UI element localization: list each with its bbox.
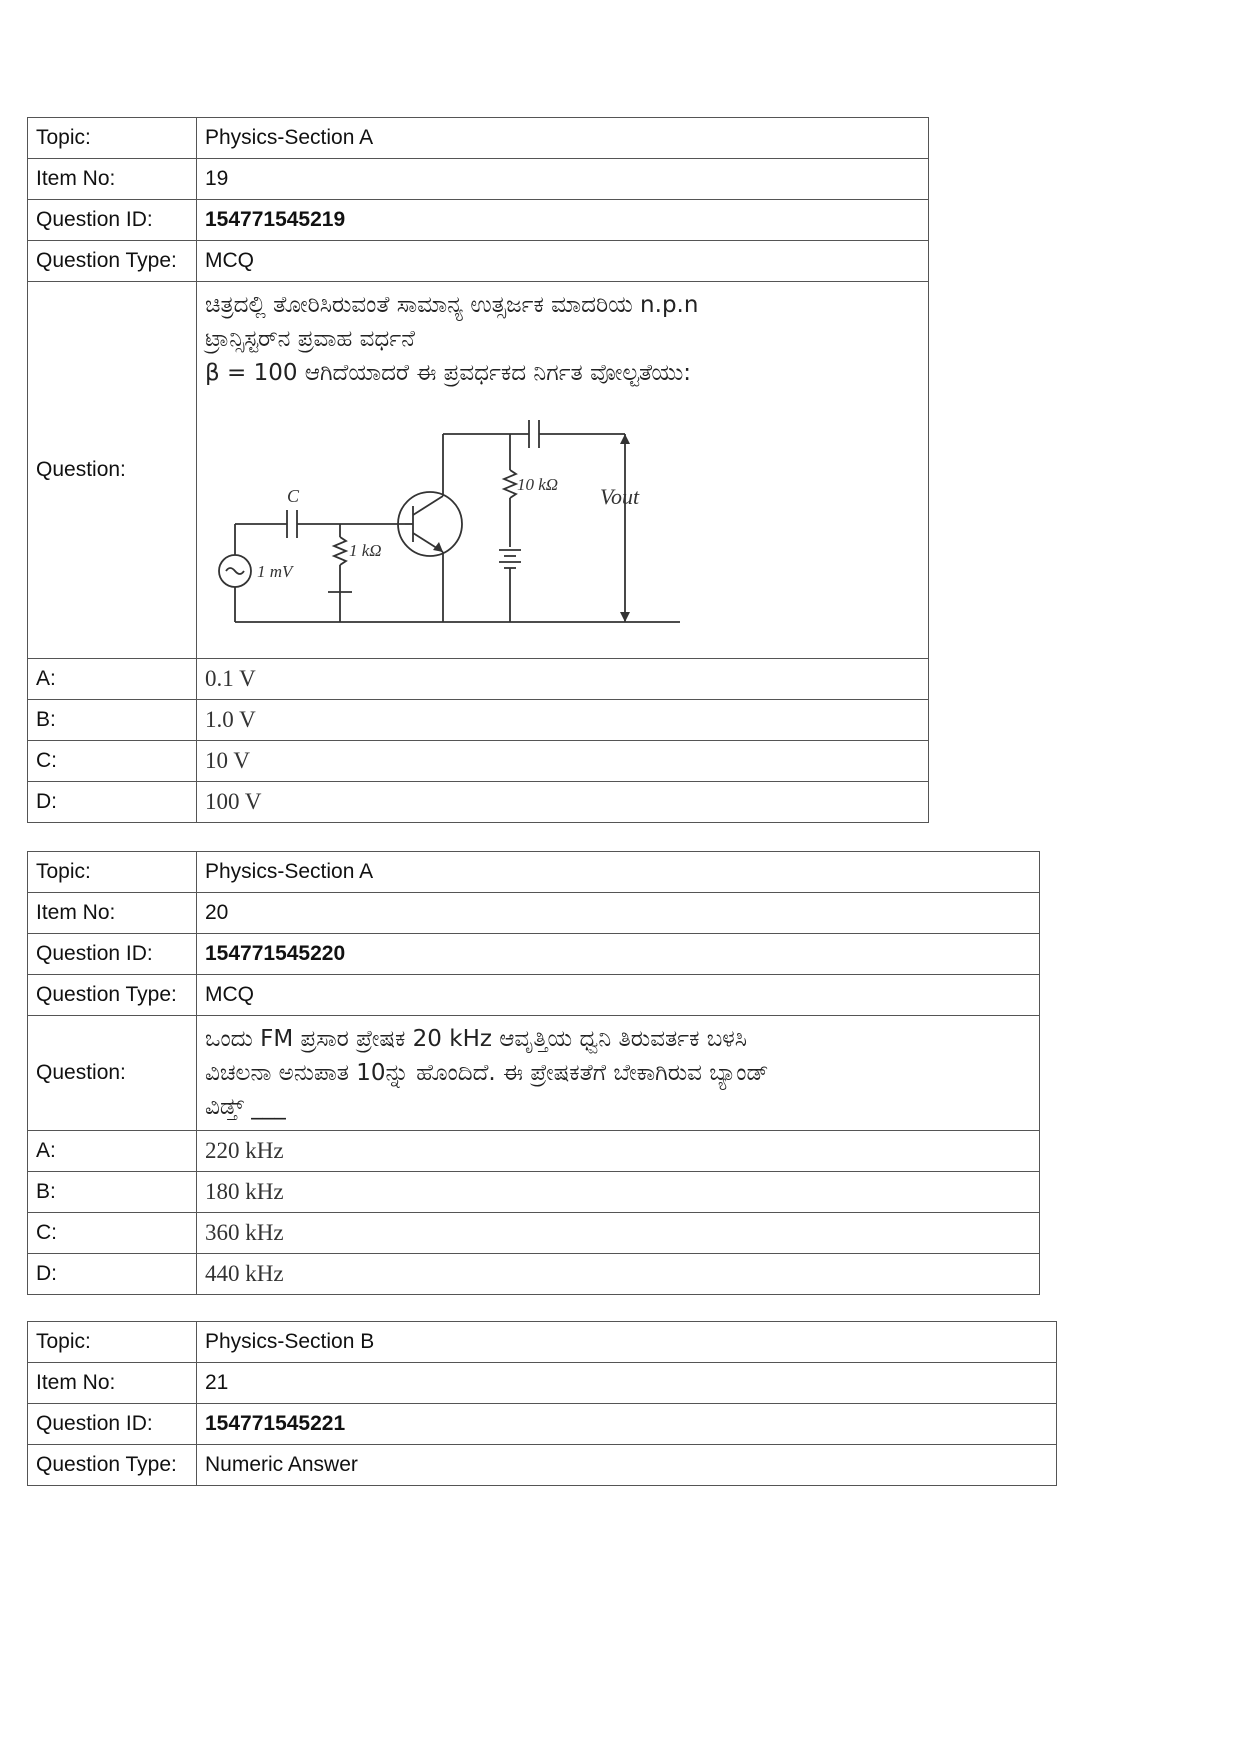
question-id-row	[28, 1404, 1057, 1445]
question-type-row	[28, 1445, 1057, 1486]
question-line-1: ಚಿತ್ರದಲ್ಲಿ ತೋರಿಸಿರುವಂತೆ ಸಾಮಾನ್ಯ ಉತ್ಸರ್ಜಕ ಮಾದರಿಯ n.p.n	[205, 292, 699, 318]
topic-label: Topic:	[28, 118, 197, 159]
question-line-2: ಟ್ರಾನ್ಸಿಸ್ಟರ್‌ನ ಪ್ರವಾಹ ವರ್ಧನೆ	[205, 326, 415, 352]
question-body	[197, 282, 929, 659]
question-type-label: Question Type:	[28, 241, 197, 282]
question-id-value: 154771545220	[197, 934, 1040, 975]
option-row	[28, 1254, 1040, 1295]
option-value: 180 kHz	[197, 1172, 1040, 1213]
option-value: 360 kHz	[197, 1213, 1040, 1254]
topic-label: Topic:	[28, 1322, 197, 1363]
question-body	[197, 1016, 1040, 1131]
question-type-label: Question Type:	[28, 975, 197, 1016]
question-line-3: β = 100 ಆಗಿದೆಯಾದರೆ ಈ ಪ್ರವರ್ಧಕದ ನಿರ್ಗತ ವೋಲ್ಟತೆಯು:	[205, 360, 692, 386]
option-value: 1.0 V	[197, 700, 929, 741]
question-19-table	[27, 117, 929, 823]
option-label: A:	[28, 659, 197, 700]
question-21-table	[27, 1321, 1057, 1486]
topic-row	[28, 118, 929, 159]
option-value: 10 V	[197, 741, 929, 782]
item-no-value: 19	[197, 159, 929, 200]
circuit-diagram	[205, 392, 725, 632]
option-row	[28, 782, 929, 823]
option-row	[28, 659, 929, 700]
item-no-row	[28, 1363, 1057, 1404]
r1-label: 1 kΩ	[349, 541, 382, 560]
topic-row	[28, 1322, 1057, 1363]
question-label: Question:	[28, 1016, 197, 1131]
question-type-row	[28, 975, 1040, 1016]
option-label: B:	[28, 700, 197, 741]
option-value: 100 V	[197, 782, 929, 823]
option-label: C:	[28, 1213, 197, 1254]
question-id-label: Question ID:	[28, 200, 197, 241]
question-id-label: Question ID:	[28, 934, 197, 975]
item-no-label: Item No:	[28, 893, 197, 934]
question-row	[28, 282, 929, 659]
question-id-value: 154771545221	[197, 1404, 1057, 1445]
question-id-label: Question ID:	[28, 1404, 197, 1445]
question-id-value: 154771545219	[197, 200, 929, 241]
item-no-row	[28, 893, 1040, 934]
item-no-value: 20	[197, 893, 1040, 934]
capacitor-label: C	[287, 486, 300, 506]
option-value: 0.1 V	[197, 659, 929, 700]
question-20-table	[27, 851, 1040, 1295]
question-type-value: MCQ	[197, 975, 1040, 1016]
topic-row	[28, 852, 1040, 893]
topic-value: Physics-Section B	[197, 1322, 1057, 1363]
option-row	[28, 1131, 1040, 1172]
question-type-value: Numeric Answer	[197, 1445, 1057, 1486]
option-label: D:	[28, 1254, 197, 1295]
question-id-row	[28, 200, 929, 241]
option-label: D:	[28, 782, 197, 823]
option-row	[28, 1213, 1040, 1254]
option-row	[28, 1172, 1040, 1213]
vout-label: Vout	[600, 484, 640, 509]
topic-value: Physics-Section A	[197, 118, 929, 159]
option-row	[28, 741, 929, 782]
question-id-row	[28, 934, 1040, 975]
question-type-value: MCQ	[197, 241, 929, 282]
option-row	[28, 700, 929, 741]
question-type-label: Question Type:	[28, 1445, 197, 1486]
question-line-3: ವಿಡ್ತ್ ___	[205, 1094, 286, 1120]
topic-value: Physics-Section A	[197, 852, 1040, 893]
question-type-row	[28, 241, 929, 282]
option-label: A:	[28, 1131, 197, 1172]
question-line-1: ಒಂದು FM ಪ್ರಸಾರ ಪ್ರೇಷಕ 20 kHz ಆವೃತ್ತಿಯ ಧ್ವನಿ ತಿರುವರ್ತಕ ಬಳಸಿ	[205, 1026, 748, 1052]
source-label: 1 mV	[257, 562, 293, 581]
question-label: Question:	[28, 282, 197, 659]
option-value: 220 kHz	[197, 1131, 1040, 1172]
question-line-2: ವಿಚಲನಾ ಅನುಪಾತ 10ನ್ನು ಹೊಂದಿದೆ. ಈ ಪ್ರೇಷಕತೆಗೆ ಬೇಕಾಗಿರುವ ಬ್ಯಾಂಡ್	[205, 1060, 769, 1086]
item-no-label: Item No:	[28, 159, 197, 200]
item-no-row	[28, 159, 929, 200]
option-label: C:	[28, 741, 197, 782]
option-value: 440 kHz	[197, 1254, 1040, 1295]
question-row	[28, 1016, 1040, 1131]
item-no-label: Item No:	[28, 1363, 197, 1404]
option-label: B:	[28, 1172, 197, 1213]
topic-label: Topic:	[28, 852, 197, 893]
r2-label: 10 kΩ	[517, 475, 559, 494]
item-no-value: 21	[197, 1363, 1057, 1404]
